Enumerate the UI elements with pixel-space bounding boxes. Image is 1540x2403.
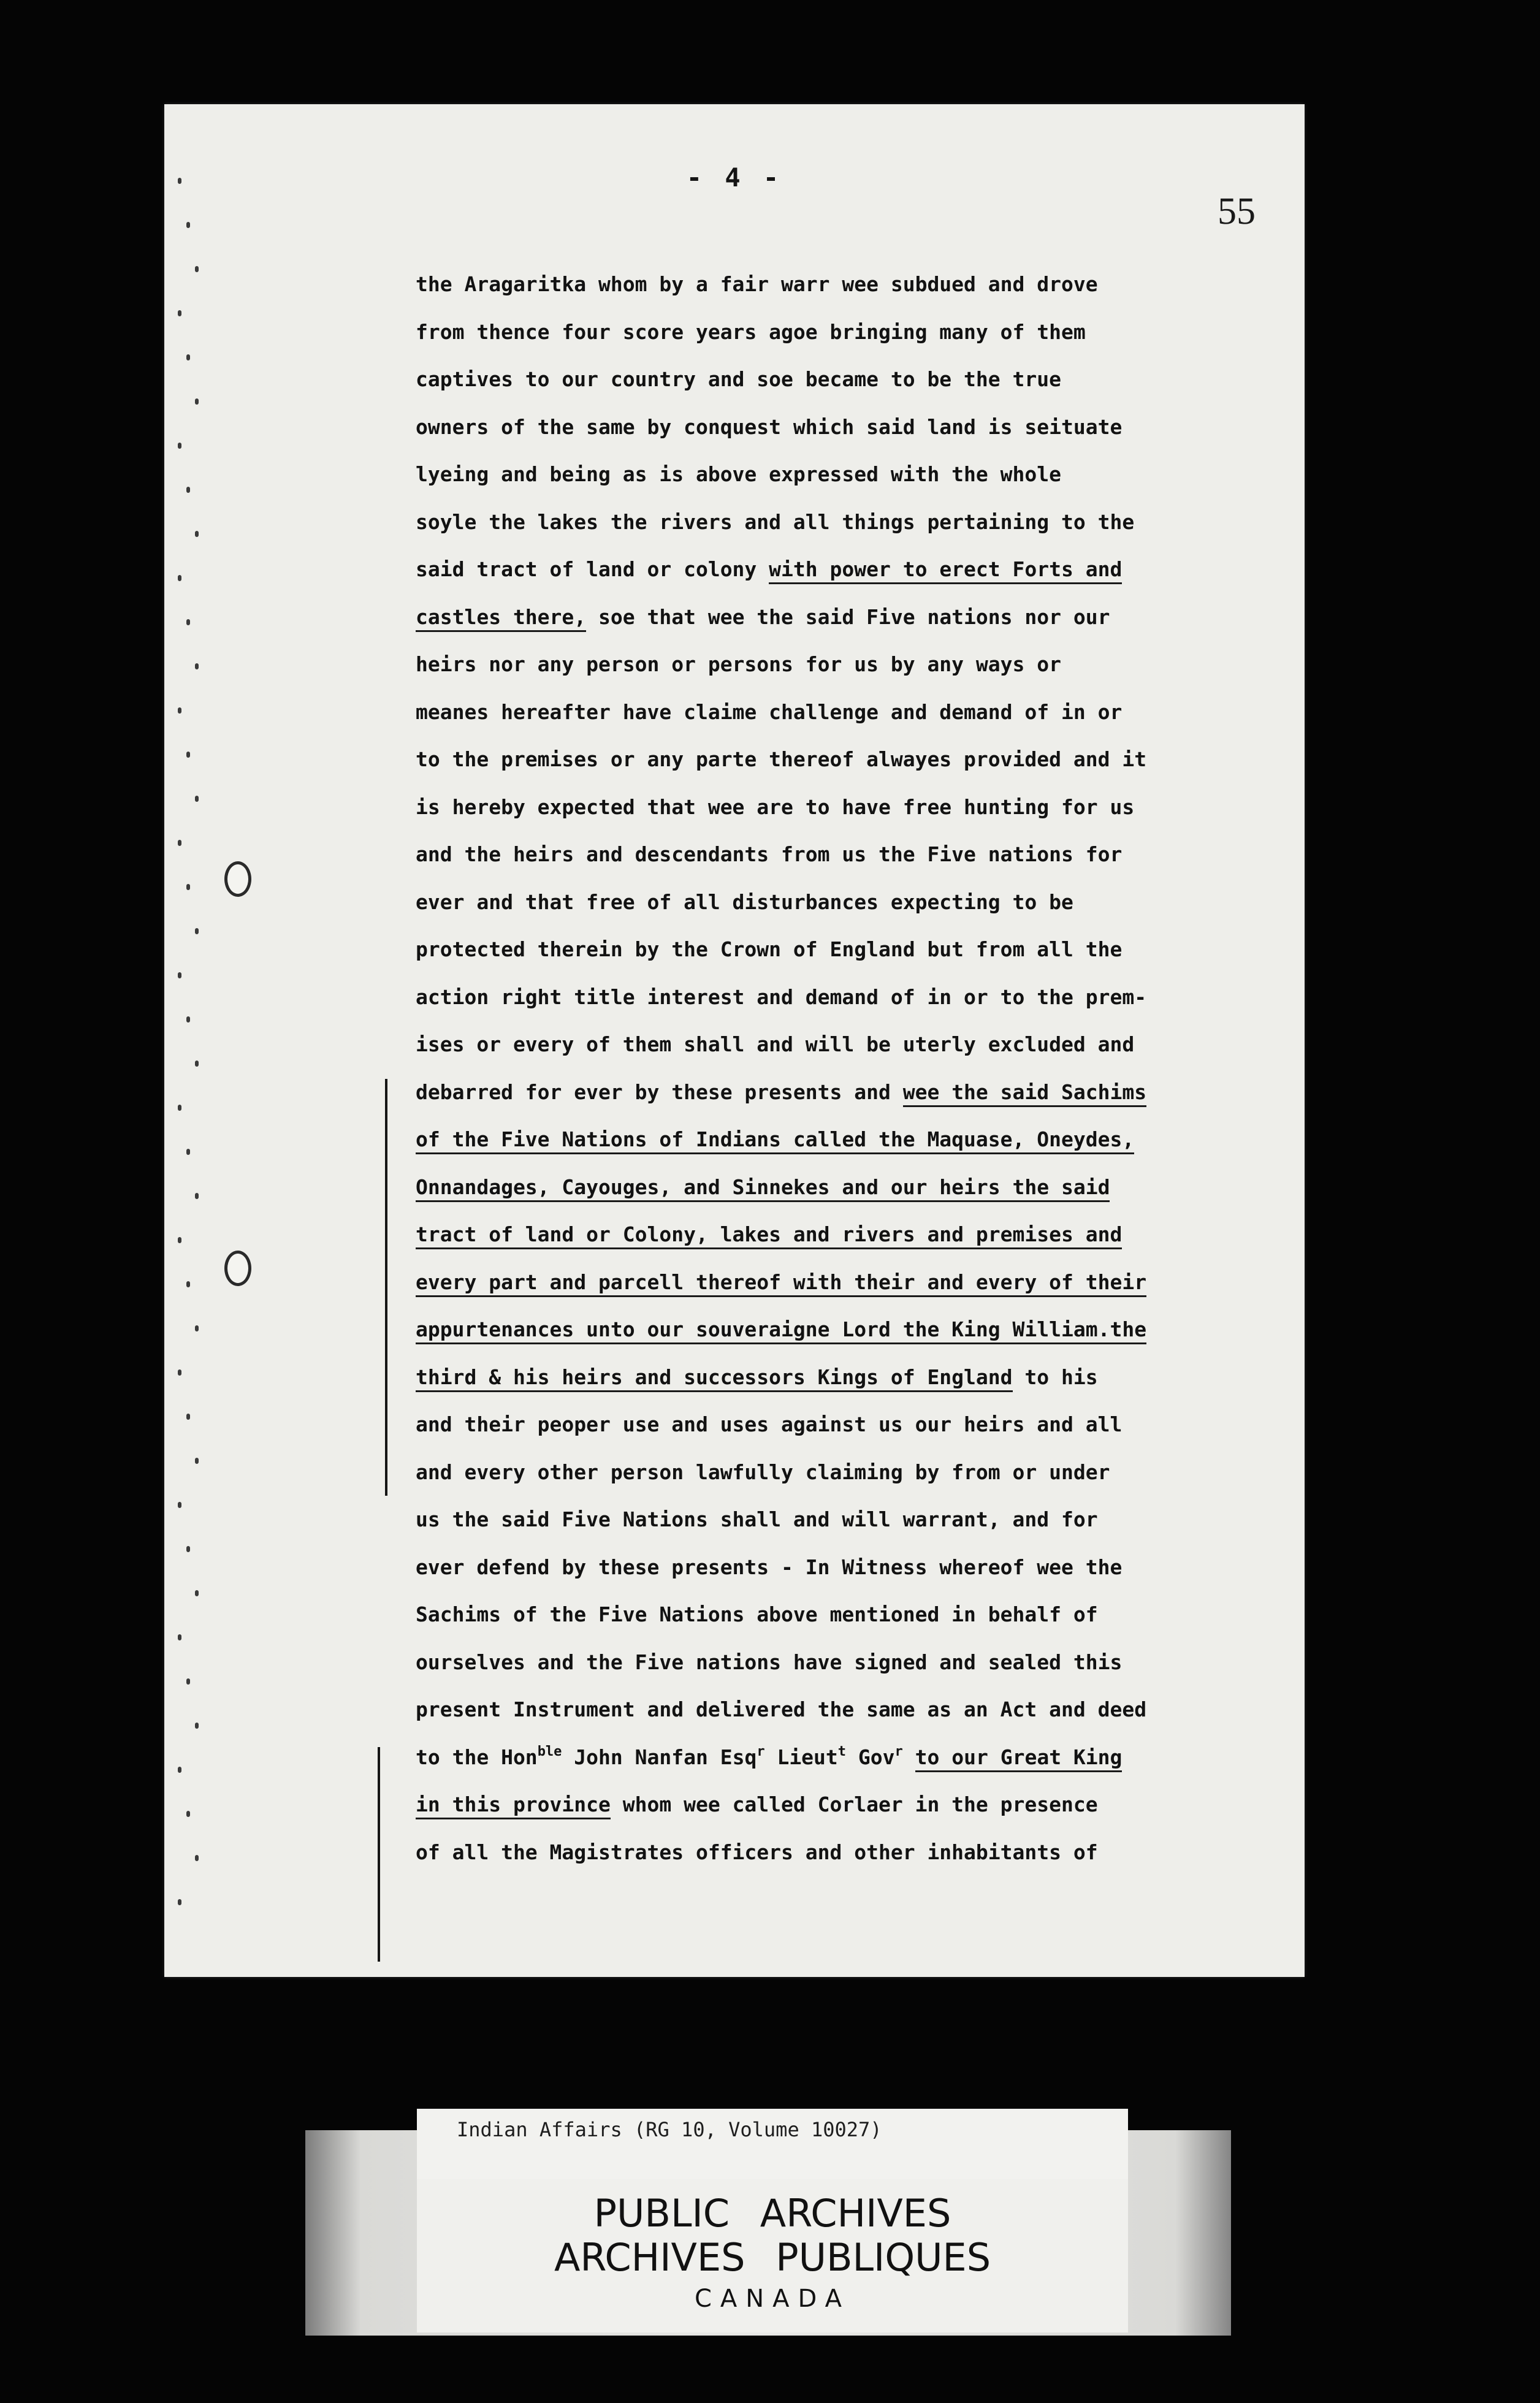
folio-number: 55 xyxy=(1218,191,1256,232)
binding-mark xyxy=(195,398,199,405)
binding-mark xyxy=(195,1061,199,1067)
text-line: to the premises or any parte thereof alwayes provided and it xyxy=(416,747,1147,771)
text-line: of all the Magistrates officers and other inhabitants of xyxy=(416,1840,1098,1864)
text-line: lyeing and being as is above expressed with the whole xyxy=(416,462,1061,486)
text-line: ever and that free of all disturbances expecting to be xyxy=(416,889,1073,914)
binding-mark xyxy=(178,310,181,316)
text-line: Sachims of the Five Nations above mentioned in behalf of xyxy=(416,1602,1098,1626)
text-line xyxy=(416,1306,1298,1354)
archive-stamp xyxy=(417,2179,1128,2333)
binding-mark xyxy=(178,178,181,184)
margin-bracket-upper xyxy=(385,1079,387,1496)
superscript: ble xyxy=(537,1743,562,1759)
document-page xyxy=(164,104,1305,1977)
binding-mark xyxy=(195,663,199,669)
superscript: r xyxy=(757,1743,765,1759)
underlined-segment: third & his heirs and successors Kings of England xyxy=(416,1365,1013,1392)
line-segment: said tract of land or colony xyxy=(416,557,769,581)
superscript: r xyxy=(894,1743,903,1759)
line-segment: John Nanfan Esq xyxy=(562,1745,757,1769)
text-line: the Aragaritka whom by a fair warr wee subdued and drove xyxy=(416,272,1098,296)
text-line: action right title interest and demand of in or to the prem- xyxy=(416,984,1147,1009)
text-line xyxy=(416,1211,1298,1259)
binding-mark xyxy=(195,928,199,934)
text-line: soyle the lakes the rivers and all things pertaining to the xyxy=(416,509,1135,534)
binding-mark xyxy=(195,1458,199,1464)
binding-mark xyxy=(195,266,199,272)
binding-mark xyxy=(186,1149,190,1155)
underlined-segment: in this province xyxy=(416,1792,611,1819)
line-segment: whom wee called Corlaer in the presence xyxy=(610,1792,1098,1816)
text-line: and every other person lawfully claiming by from or under xyxy=(416,1460,1110,1484)
line-segment: to the Hon xyxy=(416,1745,538,1769)
binding-mark xyxy=(178,1502,181,1508)
binding-mark xyxy=(178,1369,181,1376)
text-line xyxy=(416,1068,1298,1116)
line-segment: to his xyxy=(1012,1365,1098,1389)
binding-mark xyxy=(178,1899,181,1905)
binding-mark xyxy=(186,1281,190,1287)
binding-hole-lower xyxy=(224,1251,251,1286)
text-line xyxy=(416,1781,1298,1829)
binding-mark xyxy=(178,575,181,581)
binding-mark xyxy=(178,1105,181,1111)
text-line: us the said Five Nations shall and will warrant, and for xyxy=(416,1507,1098,1531)
binding-mark xyxy=(178,972,181,978)
binding-mark xyxy=(195,1723,199,1729)
binding-mark xyxy=(178,1634,181,1640)
binding-mark xyxy=(178,1767,181,1773)
underlined-segment: Onnandages, Cayouges, and Sinnekes and our heirs the said xyxy=(416,1175,1110,1202)
binding-mark xyxy=(178,1237,181,1243)
binding-mark xyxy=(195,531,199,537)
text-line: and the heirs and descendants from us the Five nations for xyxy=(416,842,1123,866)
text-line xyxy=(416,593,1298,641)
line-segment: Lieut xyxy=(764,1745,838,1769)
binding-mark xyxy=(195,1590,199,1596)
text-line xyxy=(416,1259,1298,1306)
text-line: heirs nor any person or persons for us by any ways or xyxy=(416,652,1061,676)
binding-mark xyxy=(186,752,190,758)
line-segment: debarred for ever by these presents and xyxy=(416,1080,903,1104)
binding-mark xyxy=(186,222,190,228)
underlined-segment: appurtenances unto our souveraigne Lord the King William.the xyxy=(416,1317,1146,1344)
text-line xyxy=(416,1163,1298,1211)
underlined-segment: every part and parcell thereof with their and every of their xyxy=(416,1270,1146,1297)
binding-mark xyxy=(186,1811,190,1817)
text-line xyxy=(416,1734,1298,1781)
text-line: meanes hereafter have claime challenge and demand of in or xyxy=(416,699,1123,724)
superscript: t xyxy=(837,1743,847,1759)
margin-bracket-lower xyxy=(378,1747,380,1962)
binding-mark xyxy=(178,840,181,846)
text-line xyxy=(416,546,1298,593)
text-line: from thence four score years agoe bringing many of them xyxy=(416,319,1086,344)
binding-mark xyxy=(195,1193,199,1199)
text-line: ever defend by these presents - In Witness whereof wee the xyxy=(416,1555,1123,1579)
binding-mark xyxy=(195,796,199,802)
text-line: and their peoper use and uses against us our heirs and all xyxy=(416,1412,1123,1436)
text-line: present Instrument and delivered the same as an Act and deed xyxy=(416,1697,1147,1721)
archive-stamp-line1: PUBLIC ARCHIVES xyxy=(593,2191,951,2236)
text-line: owners of the same by conquest which said land is seituate xyxy=(416,414,1123,439)
underlined-segment: with power to erect Forts and xyxy=(769,557,1122,584)
text-line: is hereby expected that wee are to have free hunting for us xyxy=(416,794,1135,819)
text-line: ourselves and the Five nations have signed and sealed this xyxy=(416,1650,1123,1674)
binding-mark xyxy=(186,1546,190,1552)
binding-mark xyxy=(186,1016,190,1023)
archive-stamp-line3: CANADA xyxy=(694,2285,851,2313)
binding-hole-upper xyxy=(224,861,251,897)
underlined-segment: castles there, xyxy=(416,605,586,632)
archive-stamp-line2: ARCHIVES PUBLIQUES xyxy=(554,2235,991,2280)
underlined-segment: tract of land or Colony, lakes and rivers and premises and xyxy=(416,1222,1122,1249)
binding-mark xyxy=(186,354,190,360)
line-segment: soe that wee the said Five nations nor our xyxy=(586,604,1110,629)
binding-mark xyxy=(178,443,181,449)
binding-mark xyxy=(186,884,190,890)
underlined-segment: of the Five Nations of Indians called the Maquase, Oneydes, xyxy=(416,1127,1134,1154)
binding-mark xyxy=(186,487,190,493)
text-line: captives to our country and soe became to be the true xyxy=(416,367,1061,391)
binding-mark xyxy=(186,619,190,625)
text-line: ises or every of them shall and will be uterly excluded and xyxy=(416,1032,1135,1056)
line-segment: Gov xyxy=(846,1745,895,1769)
text-line: protected therein by the Crown of England but from all the xyxy=(416,937,1123,961)
binding-mark xyxy=(178,707,181,714)
binding-mark xyxy=(186,1414,190,1420)
binding-mark xyxy=(195,1325,199,1331)
archive-reference: Indian Affairs (RG 10, Volume 10027) xyxy=(457,2118,882,2141)
underlined-segment: to our Great King xyxy=(915,1745,1123,1772)
binding-mark xyxy=(186,1678,190,1685)
binding-mark xyxy=(195,1855,199,1861)
line-segment xyxy=(903,1745,915,1769)
document-body xyxy=(416,261,1298,1876)
text-line xyxy=(416,1116,1298,1163)
underlined-segment: wee the said Sachims xyxy=(903,1080,1146,1107)
page-header: - 4 - xyxy=(686,162,783,192)
text-line xyxy=(416,1354,1298,1401)
